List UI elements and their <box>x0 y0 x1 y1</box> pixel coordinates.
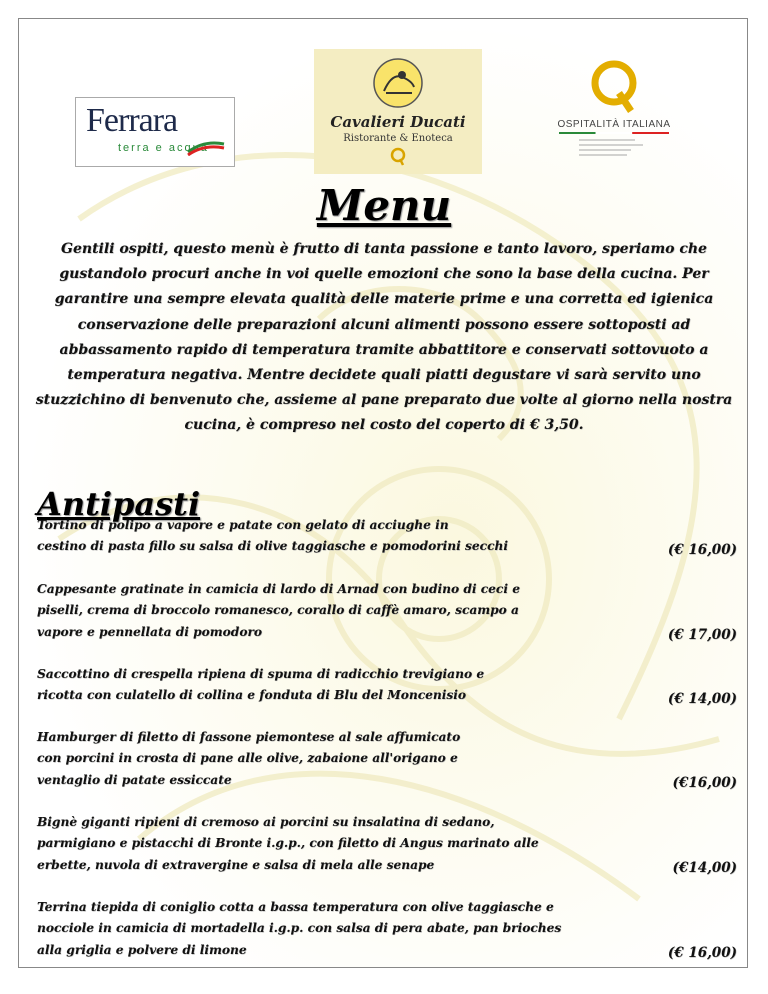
ospitalita-logo-name: OSPITALITÀ ITALIANA <box>557 119 671 130</box>
dish-item <box>37 812 737 876</box>
ospitalita-fine-print-icon <box>579 137 659 159</box>
cavalieri-logo-subtitle: Ristorante & Enoteca <box>343 133 453 144</box>
dish-item <box>37 664 737 707</box>
ferrara-logo <box>75 97 235 167</box>
dish-description: Tortino di polipo a vapore e patate con gelato di acciughe in cestino di pasta fillo su salsa di olive taggiasche e pomodorini secchi <box>37 518 508 554</box>
dish-price: (€ 16,00) <box>667 542 737 558</box>
dish-item <box>37 727 737 791</box>
dish-price: (€16,00) <box>672 775 737 791</box>
quality-q-icon <box>390 147 406 167</box>
dish-item <box>37 515 737 558</box>
ferrara-logo-name: Ferrara <box>86 102 178 139</box>
cavalieri-emblem-icon <box>372 57 424 109</box>
dish-item <box>37 579 737 643</box>
dish-description: Terrina tiepida di coniglio cotta a bassa temperatura con olive taggiasche e nocciole in camicia di mortadella i.g.p. con salsa di pera abate, pan brioches alla griglia e polvere di limone <box>37 900 562 957</box>
dish-price: (€ 17,00) <box>667 627 737 643</box>
italian-flag-bar-icon <box>559 132 669 134</box>
menu-page <box>18 18 748 968</box>
dish-price: (€ 16,00) <box>667 945 737 961</box>
dish-description: Bignè giganti ripieni di cremoso ai porcini su insalatina di sedano, parmigiano e pistacchi di Bronte i.g.p., con filetto di Angus marinato alle erbette, nuvola di extravergine e salsa di mela alle senape <box>37 815 539 872</box>
cavalieri-logo-name: Cavalieri Ducati <box>330 113 466 131</box>
ospitalita-italiana-logo <box>549 59 679 179</box>
dish-item <box>37 897 737 961</box>
ospitalita-q-icon <box>587 59 641 113</box>
flag-swoosh-icon <box>186 138 226 156</box>
dish-description: Hamburger di filetto di fassone piemontese al sale affumicato con porcini in crosta di pane alle olive, zabaione all'origano e ventaglio di patate essiccate <box>37 730 461 787</box>
ferrara-logo-tagline: terra e acqua <box>118 142 209 154</box>
dish-description: Saccottino di crespella ripiena di spuma di radicchio trevigiano e ricotta con culatello di collina e fonduta di Blu del Moncenisio <box>37 667 485 703</box>
page-title: Menu <box>316 181 452 230</box>
dish-description: Cappesante gratinate in camicia di lardo di Arnad con budino di ceci e piselli, crema di broccolo romanesco, corallo di caffè amaro, scampo a vapore e pennellata di pomodoro <box>37 582 520 639</box>
section-title-antipasti: Antipasti <box>37 485 201 523</box>
intro-paragraph: Gentili ospiti, questo menù è frutto di tanta passione e tanto lavoro, speriamo che gustandolo procuri anche in voi quelle emozioni che sono la base della cucina. Per garantire una sempre elevata qualità delle materie prime e una corretta ed igienica conservazione delle preparazioni alcuni alimenti possono essere sottoposti ad abbassamento rapido di temperatura tramite abbattitore e conservati sottovuoto a temperatura negativa. Mentre decidete quali piatti degustare vi sarà servito uno stuzzichino di benvenuto che, assieme al pane preparato due volte al giorno nella nostra cucina, è compreso nel costo del coperto di € 3,50. <box>35 241 733 434</box>
dish-price: (€ 14,00) <box>667 691 737 707</box>
dish-price: (€14,00) <box>672 860 737 876</box>
cavalieri-ducati-logo <box>314 49 482 174</box>
